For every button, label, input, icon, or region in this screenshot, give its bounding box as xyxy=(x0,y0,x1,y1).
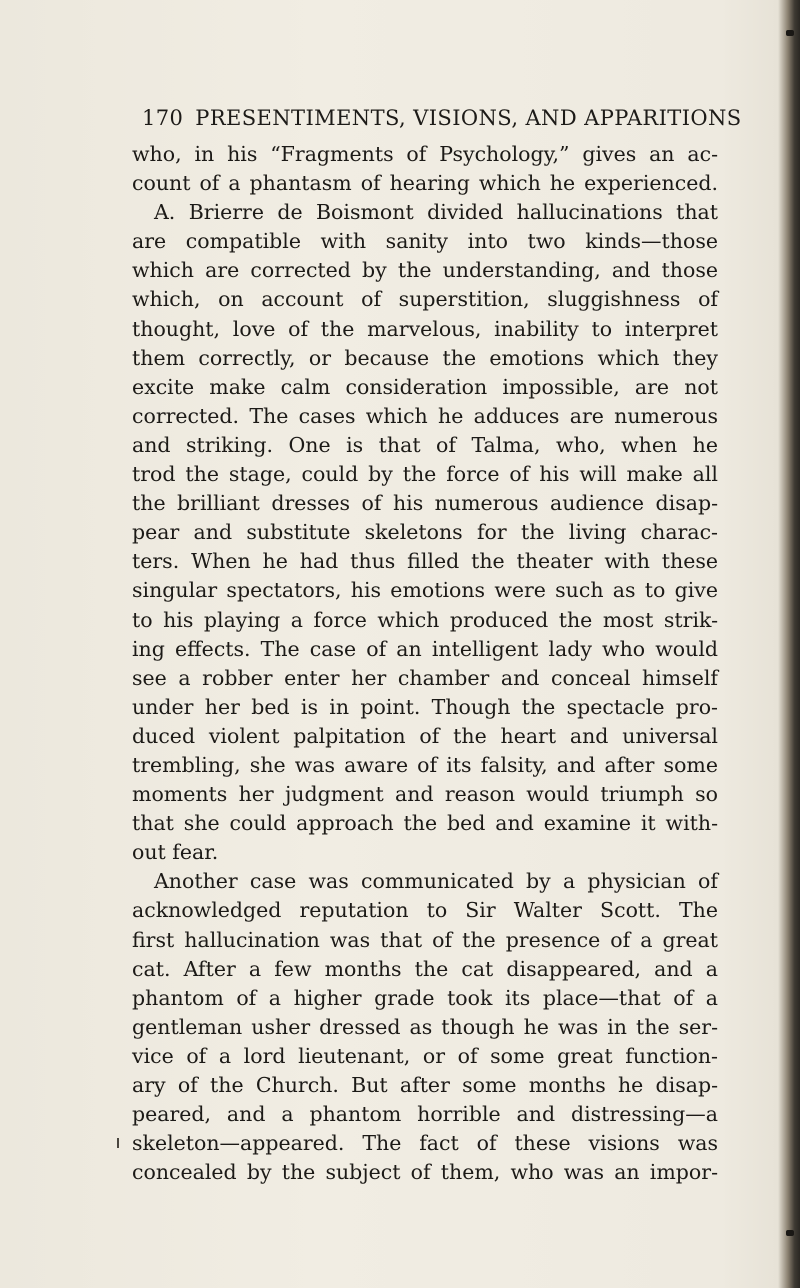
text-line: first hallucination was that of the presence of a great xyxy=(132,927,718,952)
text-line: ary of the Church. But after some months he disap- xyxy=(132,1073,718,1097)
running-header xyxy=(142,106,742,130)
text-line: who, in his “Fragments of Psychology,” gives an ac- xyxy=(132,142,718,166)
text-line: count of a phantasm of hearing which he experienced. xyxy=(132,171,718,196)
text-line: cat. After a few months the cat disappeared, and a xyxy=(132,956,718,981)
page-edge-shadow xyxy=(778,0,800,1288)
running-title: PRESENTIMENTS, VISIONS, AND APPARITIONS xyxy=(195,106,742,130)
text-line: to his playing a force which produced the most strik- xyxy=(132,607,718,632)
text-line: moments her judgment and reason would triumph so xyxy=(132,782,718,807)
body-text xyxy=(132,140,718,1187)
text-line: duced violent palpitation of the heart and universal xyxy=(132,723,718,748)
text-line: A. Brierre de Boismont divided hallucinations that xyxy=(154,200,718,225)
text-line: vice of a lord lieutenant, or of some great function- xyxy=(132,1043,718,1068)
text-line: trod the stage, could by the force of his will make all xyxy=(132,462,718,487)
text-line: out fear. xyxy=(132,840,219,865)
text-line: Another case was communicated by a physician of xyxy=(154,869,718,894)
text-line: excite make calm consideration impossible, are not xyxy=(132,374,718,399)
text-line: singular spectators, his emotions were such as to give xyxy=(132,578,718,603)
text-line: phantom of a higher grade took its place—that of a xyxy=(132,985,718,1010)
text-line: peared, and a phantom horrible and distressing—a xyxy=(132,1102,718,1127)
text-line: trembling, she was aware of its falsity, and after some xyxy=(132,752,718,777)
text-line: skeleton—appeared. The fact of these visions was xyxy=(132,1131,718,1156)
margin-mark xyxy=(117,1138,119,1148)
text-line: that she could approach the bed and examine it with- xyxy=(132,811,718,836)
page-number: 170 xyxy=(142,106,184,130)
text-line: under her bed is in point. Though the spectacle pro- xyxy=(132,694,718,719)
text-line: them correctly, or because the emotions which they xyxy=(132,345,718,370)
text-line: thought, love of the marvelous, inability to interpret xyxy=(132,316,718,341)
edge-mark xyxy=(786,30,794,36)
text-line: which are corrected by the understanding, and those xyxy=(132,258,718,283)
text-line: ters. When he had thus filled the theater with these xyxy=(132,549,718,574)
text-line: corrected. The cases which he adduces are numerous xyxy=(132,403,718,428)
text-line: are compatible with sanity into two kinds—those xyxy=(132,229,718,254)
text-line: concealed by the subject of them, who was an impor- xyxy=(132,1160,718,1185)
text-line: which, on account of superstition, sluggishness of xyxy=(132,287,718,312)
text-line: and striking. One is that of Talma, who, when he xyxy=(132,432,718,457)
text-line: acknowledged reputation to Sir Walter Scott. The xyxy=(132,898,718,923)
text-line: see a robber enter her chamber and conceal himself xyxy=(132,665,718,690)
text-line: ing effects. The case of an intelligent lady who would xyxy=(132,636,718,661)
text-line: gentleman usher dressed as though he was in the ser- xyxy=(132,1014,718,1039)
text-line: the brilliant dresses of his numerous audience disap- xyxy=(132,491,718,516)
text-line: pear and substitute skeletons for the living charac- xyxy=(132,520,718,545)
edge-mark xyxy=(786,1230,794,1236)
